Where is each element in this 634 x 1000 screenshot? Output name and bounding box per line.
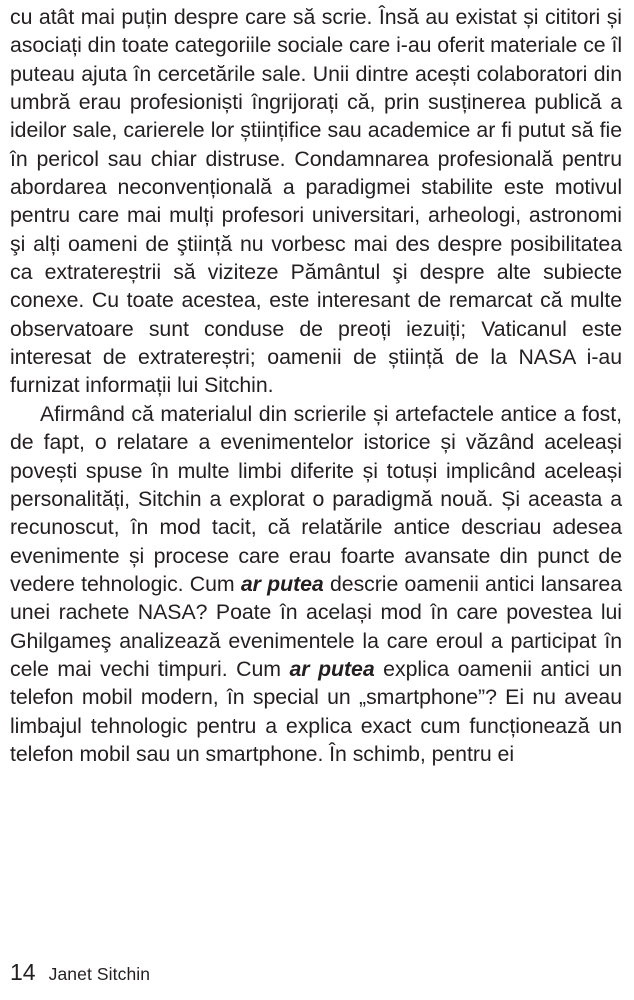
paragraph-2 [10,400,622,768]
page-body-text [10,3,622,768]
paragraph-2-run-1: Afirmând că materialul din scrierile și artefactele antice a fost, de fapt, o relatare a evenimentelor istorice și văzând aceleași povești spuse în multe limbi diferite și totuși implicând aceleași personalități, Sitchin a explorat o paradigmă nouă. Și aceasta a recunoscut, în mod tacit, că relatările antice descriau adesea evenimente și procese care erau foarte avansate din punct de vedere tehnologic. Cum [10,401,622,596]
paragraph-1 [10,3,622,400]
emphasis-ar-putea-first: ar putea [240,571,324,596]
paragraph-1-run-1: cu atât mai puțin despre care să scrie. Însă au existat și cititori și asociați din toate categoriile sociale care i-au oferit materiale ce îl puteau ajuta în cercetările sale. Unii dintre acești colaboratori din umbră erau profesioniști îngrijorați că, prin susținerea publică a ideilor sale, carierele lor științifice sau academice ar fi putut să fie în pericol sau chiar distruse. Condamnarea profesională pentru abordarea neconvențională a paradigmei stabilite este motivul pentru care mai mulți profesori universitari, arheologi, astronomi şi alți oameni de ştiință nu vorbesc mai des despre posibilitatea ca extratereștrii să viziteze Pământul şi despre alte subiecte conexe. Cu toate acestea, este interesant de remarcat că multe observatoare sunt conduse de preoți iezuiți; Vaticanul este interesat de extratereștri; oamenii de știință de la NASA i-au furnizat informații lui Sitchin. [10,5,623,398]
running-head-author: Janet Sitchin [48,964,151,984]
emphasis-ar-putea-second: ar putea [289,656,375,681]
paragraph-2-run-5: explica oamenii antici un telefon mobil modern, în special un „smartphone”? Ei nu aveau limbajul tehnologic pentru a explica exact cum funcționează un telefon mobil sau un smartphone. În schimb, pentru ei [10,656,622,766]
page-footer [10,961,150,984]
paragraph-2-run-3: descrie oamenii antici lansarea unei rachete NASA? Poate în același mod în care povestea lui Ghilgameş analizează evenimentele la care eroul a participat în cele mai vechi timpuri. Cum [10,571,622,681]
page-number: 14 [10,959,36,985]
